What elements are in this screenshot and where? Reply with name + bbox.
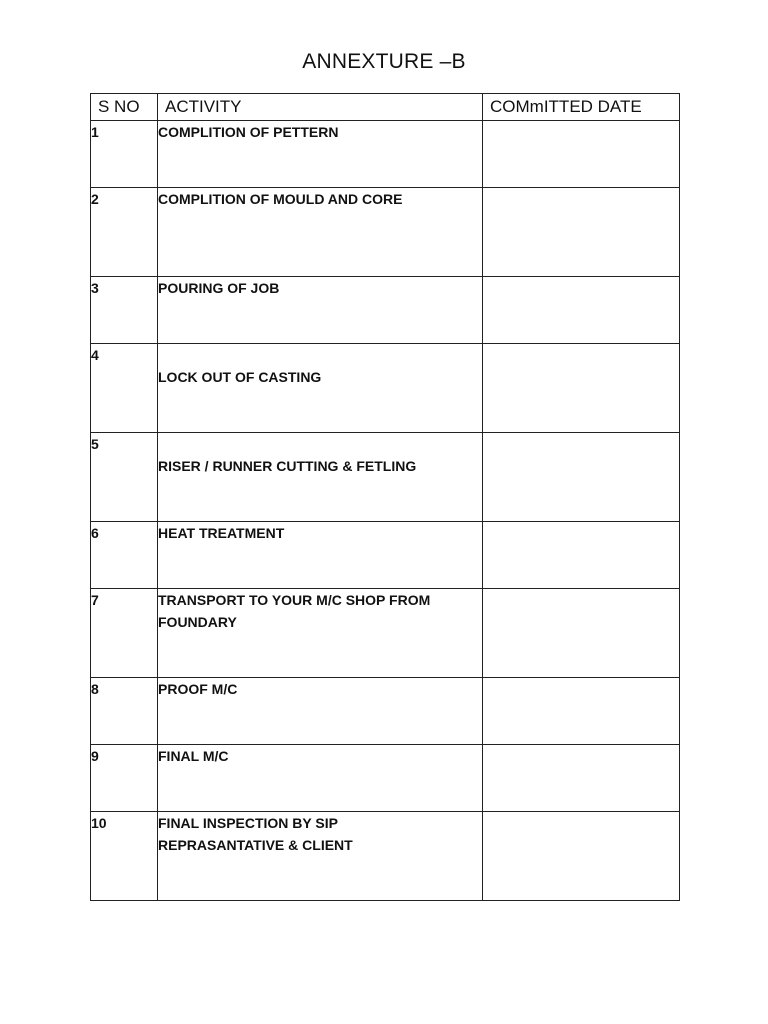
committed-date-cell[interactable] bbox=[483, 812, 680, 901]
row-sno: 3 bbox=[91, 277, 158, 344]
row-activity bbox=[158, 277, 483, 344]
row-activity bbox=[158, 433, 483, 522]
activity-line: COMPLITION OF PETTERN bbox=[158, 124, 339, 140]
table-row bbox=[91, 812, 680, 901]
row-sno: 6 bbox=[91, 522, 158, 589]
committed-date-cell[interactable] bbox=[483, 277, 680, 344]
header-committed-date: COMmITTED DATE bbox=[483, 94, 680, 121]
activity-line: FOUNDARY bbox=[158, 614, 237, 630]
table-row bbox=[91, 344, 680, 433]
row-sno: 5 bbox=[91, 433, 158, 522]
header-activity: ACTIVITY bbox=[158, 94, 483, 121]
header-sno: S NO bbox=[91, 94, 158, 121]
row-activity bbox=[158, 678, 483, 745]
activity-table bbox=[90, 93, 680, 901]
committed-date-cell[interactable] bbox=[483, 589, 680, 678]
activity-line: FINAL INSPECTION BY SIP bbox=[158, 815, 338, 831]
committed-date-cell[interactable] bbox=[483, 678, 680, 745]
row-sno: 7 bbox=[91, 589, 158, 678]
committed-date-cell[interactable] bbox=[483, 188, 680, 277]
page-title: ANNEXTURE –B bbox=[302, 50, 466, 73]
row-sno: 1 bbox=[91, 121, 158, 188]
row-sno: 10 bbox=[91, 812, 158, 901]
activity-line: POURING OF JOB bbox=[158, 280, 280, 296]
table-header-row bbox=[91, 94, 680, 121]
row-activity bbox=[158, 522, 483, 589]
row-sno: 2 bbox=[91, 188, 158, 277]
activity-line: LOCK OUT OF CASTING bbox=[158, 369, 322, 385]
activity-line: REPRASANTATIVE & CLIENT bbox=[158, 837, 353, 853]
committed-date-cell[interactable] bbox=[483, 745, 680, 812]
table-row bbox=[91, 589, 680, 678]
table-row bbox=[91, 433, 680, 522]
committed-date-cell[interactable] bbox=[483, 121, 680, 188]
table-row bbox=[91, 522, 680, 589]
row-sno: 4 bbox=[91, 344, 158, 433]
activity-line: HEAT TREATMENT bbox=[158, 525, 285, 541]
row-activity bbox=[158, 188, 483, 277]
row-activity bbox=[158, 812, 483, 901]
activity-line: FINAL M/C bbox=[158, 748, 229, 764]
row-sno: 9 bbox=[91, 745, 158, 812]
activity-line: COMPLITION OF MOULD AND CORE bbox=[158, 191, 403, 207]
row-activity bbox=[158, 344, 483, 433]
committed-date-cell[interactable] bbox=[483, 344, 680, 433]
row-sno: 8 bbox=[91, 678, 158, 745]
table-row bbox=[91, 121, 680, 188]
committed-date-cell[interactable] bbox=[483, 522, 680, 589]
committed-date-cell[interactable] bbox=[483, 433, 680, 522]
activity-line: PROOF M/C bbox=[158, 681, 238, 697]
activity-line: TRANSPORT TO YOUR M/C SHOP FROM bbox=[158, 592, 431, 608]
table-row bbox=[91, 188, 680, 277]
table-row bbox=[91, 745, 680, 812]
activity-line: RISER / RUNNER CUTTING & FETLING bbox=[158, 458, 417, 474]
row-activity bbox=[158, 589, 483, 678]
row-activity bbox=[158, 745, 483, 812]
row-activity bbox=[158, 121, 483, 188]
table-row bbox=[91, 277, 680, 344]
table-row bbox=[91, 678, 680, 745]
